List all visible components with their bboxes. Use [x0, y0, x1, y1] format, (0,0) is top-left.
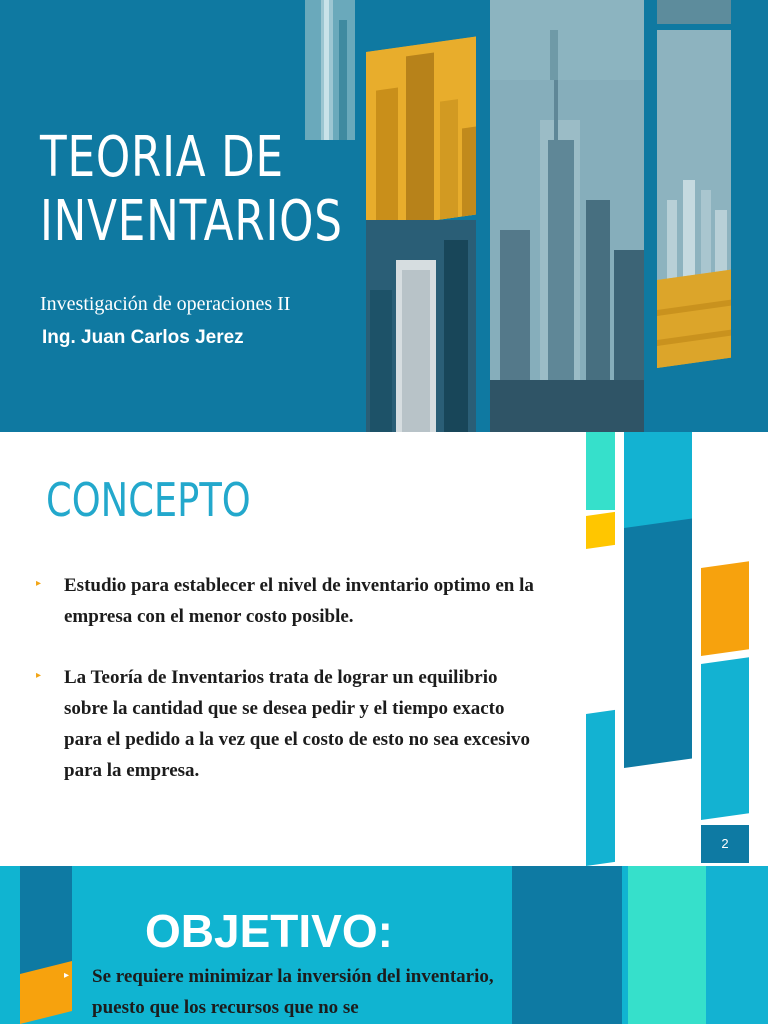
bullet-text: Estudio para establecer el nivel de inventario optimo en la empresa con el menor costo posible. — [64, 575, 534, 627]
concept-slide — [0, 432, 768, 866]
bullet-arrow-icon: ▸ — [36, 578, 42, 589]
decor-block-dark — [624, 518, 692, 768]
city-image-pane-main — [490, 80, 644, 432]
title-slide — [0, 0, 768, 432]
decor-block-cyan-bottom — [586, 710, 615, 866]
decor-block-cyan-edge — [706, 866, 768, 1024]
city-image-pane-right-gold — [657, 270, 731, 368]
title-line-1: TEORIA DE — [40, 125, 284, 190]
city-image-pane-gold — [366, 37, 476, 230]
bullet-text: Se requiere minimizar la inversión del inventario, puesto que los recursos que no se — [92, 966, 494, 1018]
bullet-item — [36, 666, 536, 796]
city-image-pane-sky — [490, 0, 644, 92]
bullet-text: La Teoría de Inventarios trata de lograr un equilibrio sobre la cantidad que se desea pedir y el tiempo exacto para el pedido a la vez que el costo de esto no sea excesivo para la empresa. — [64, 667, 530, 781]
city-image-pane-right-top — [657, 0, 731, 24]
decor-block-mint — [586, 432, 615, 510]
decor-block-yellow — [586, 512, 615, 549]
city-image-pane-top — [305, 0, 355, 140]
city-image-pane-right — [657, 30, 731, 280]
page-number: 2 — [701, 825, 749, 863]
slide-heading: CONCEPTO — [46, 473, 251, 527]
objective-slide — [0, 866, 768, 1024]
decor-block-cyan-top — [624, 432, 692, 528]
presentation-title — [40, 126, 343, 254]
city-image-pane-lower — [366, 220, 476, 432]
bullet-arrow-icon: ▸ — [64, 970, 70, 981]
course-subtitle: Investigación de operaciones II — [40, 293, 291, 315]
bullet-arrow-icon: ▸ — [36, 670, 42, 681]
slide-heading: OBJETIVO: — [145, 905, 393, 957]
decor-block-mint-right — [628, 866, 706, 1024]
author-name: Ing. Juan Carlos Jerez — [42, 327, 244, 348]
decor-block-cyan-right — [701, 657, 749, 820]
title-line-2: INVENTARIOS — [40, 189, 343, 254]
decor-block-orange — [701, 561, 749, 656]
decor-block-dark-right — [512, 866, 622, 1024]
bullet-item — [36, 574, 536, 644]
